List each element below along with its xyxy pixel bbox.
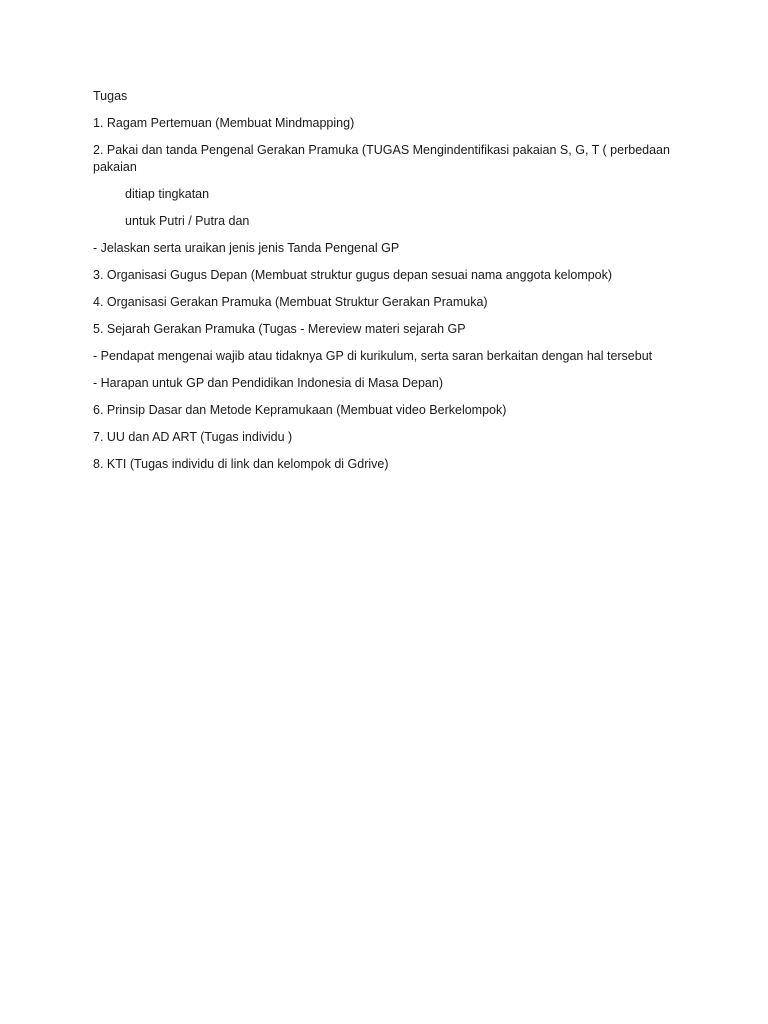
task-item-2: 2. Pakai dan tanda Pengenal Gerakan Pramuka (TUGAS Mengindentifikasi pakaian S, G, T ( perbedaan pakaian: [93, 143, 670, 174]
document-body: [93, 88, 693, 483]
task-item-2-sub-2: untuk Putri / Putra dan: [125, 214, 250, 228]
heading-tugas: Tugas: [93, 89, 128, 103]
task-item-5-note-2: - Harapan untuk GP dan Pendidikan Indonesia di Masa Depan): [93, 376, 443, 390]
task-item-2-sub-1: ditiap tingkatan: [125, 187, 210, 201]
task-item-2-note: - Jelaskan serta uraikan jenis jenis Tanda Pengenal GP: [93, 241, 400, 255]
task-item-5-note-1: - Pendapat mengenai wajib atau tidaknya GP di kurikulum, serta saran berkaitan dengan hal tersebut: [93, 349, 653, 363]
task-item-7: 7. UU dan AD ART (Tugas individu ): [93, 430, 293, 444]
task-item-5: 5. Sejarah Gerakan Pramuka (Tugas - Mereview materi sejarah GP: [93, 322, 466, 336]
task-item-6: 6. Prinsip Dasar dan Metode Kepramukaan (Membuat video Berkelompok): [93, 403, 507, 417]
task-item-4: 4. Organisasi Gerakan Pramuka (Membuat Struktur Gerakan Pramuka): [93, 295, 488, 309]
task-item-1: 1. Ragam Pertemuan (Membuat Mindmapping): [93, 116, 355, 130]
task-item-8: 8. KTI (Tugas individu di link dan kelompok di Gdrive): [93, 457, 389, 471]
task-item-3: 3. Organisasi Gugus Depan (Membuat struktur gugus depan sesuai nama anggota kelompok): [93, 268, 613, 282]
